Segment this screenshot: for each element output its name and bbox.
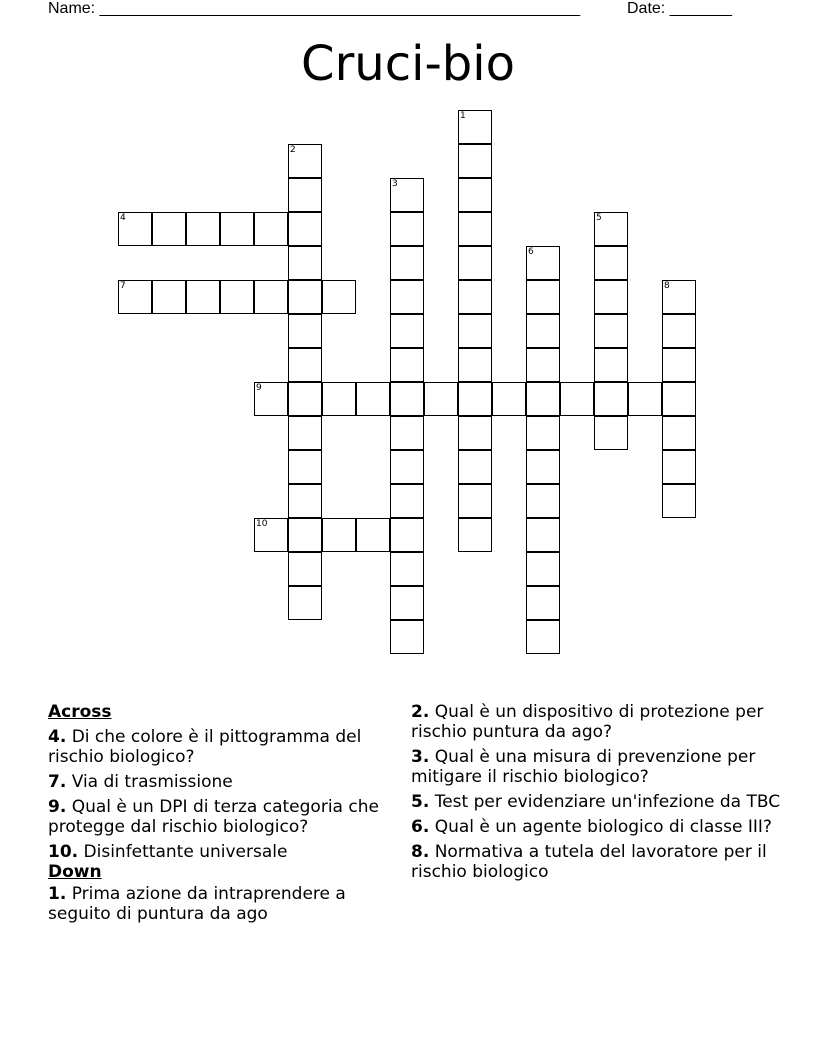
crossword-cell[interactable]: [288, 348, 322, 382]
crossword-cell[interactable]: [662, 280, 696, 314]
crossword-cell[interactable]: [390, 212, 424, 246]
crossword-cell[interactable]: [492, 382, 526, 416]
clues-column-left: [48, 702, 388, 924]
crossword-cell[interactable]: [526, 314, 560, 348]
crossword-cell[interactable]: [526, 620, 560, 654]
crossword-cell[interactable]: [254, 280, 288, 314]
crossword-cell[interactable]: [458, 382, 492, 416]
date-field-line: Date: _______: [627, 0, 732, 17]
crossword-cell[interactable]: [118, 280, 152, 314]
clue-across-9: 9. Qual è un DPI di terza categoria che protegge dal rischio biologico?: [48, 797, 379, 837]
page-title: Cruci-bio: [301, 36, 515, 92]
clue-number: 1: [460, 111, 466, 121]
crossword-cell[interactable]: [390, 484, 424, 518]
crossword-cell[interactable]: [526, 552, 560, 586]
crossword-cell[interactable]: [526, 246, 560, 280]
clue-down-3: 3. Qual è una misura di prevenzione per mitigare il rischio biologico?: [411, 747, 756, 787]
clue-number: 3: [392, 179, 398, 189]
crossword-cell[interactable]: [458, 518, 492, 552]
crossword-cell[interactable]: [288, 314, 322, 348]
crossword-cell[interactable]: [288, 552, 322, 586]
crossword-cell[interactable]: [424, 382, 458, 416]
crossword-cell[interactable]: [322, 280, 356, 314]
clue-down-5: 5. Test per evidenziare un'infezione da TBC: [411, 792, 781, 812]
crossword-cell[interactable]: [458, 484, 492, 518]
clue-number: 4: [120, 213, 126, 223]
crossword-cell[interactable]: [118, 212, 152, 246]
crossword-cell[interactable]: [594, 314, 628, 348]
crossword-cell[interactable]: [662, 484, 696, 518]
crossword-cell[interactable]: [526, 586, 560, 620]
crossword-cell[interactable]: [390, 314, 424, 348]
crossword-cell[interactable]: [594, 280, 628, 314]
crossword-cell[interactable]: [526, 450, 560, 484]
crossword-cell[interactable]: [526, 416, 560, 450]
crossword-cell[interactable]: [390, 178, 424, 212]
crossword-cell[interactable]: [288, 178, 322, 212]
crossword-cell[interactable]: [356, 382, 390, 416]
crossword-cell[interactable]: [458, 280, 492, 314]
crossword-cell[interactable]: [356, 518, 390, 552]
clue-down-1: 1. Prima azione da intraprendere a seguito di puntura da ago: [48, 884, 346, 924]
crossword-cell[interactable]: [288, 280, 322, 314]
across-heading: Across: [48, 702, 112, 722]
crossword-cell[interactable]: [390, 382, 424, 416]
crossword-cell[interactable]: [390, 348, 424, 382]
clue-number: 9: [256, 383, 262, 393]
crossword-cell[interactable]: [390, 450, 424, 484]
clue-across-10: 10. Disinfettante universale: [48, 842, 288, 862]
crossword-cell[interactable]: [390, 620, 424, 654]
crossword-cell[interactable]: [220, 280, 254, 314]
crossword-cell[interactable]: [288, 416, 322, 450]
clue-down-6: 6. Qual è un agente biologico di classe III?: [411, 817, 772, 837]
crossword-cell[interactable]: [458, 246, 492, 280]
crossword-cell[interactable]: [390, 586, 424, 620]
crossword-cell[interactable]: [458, 450, 492, 484]
crossword-cell[interactable]: [288, 212, 322, 246]
crossword-cell[interactable]: [458, 348, 492, 382]
clue-number: 10: [256, 519, 268, 529]
crossword-cell[interactable]: [662, 348, 696, 382]
clue-number: 7: [120, 281, 126, 291]
crossword-cell[interactable]: [458, 144, 492, 178]
crossword-cell[interactable]: [526, 280, 560, 314]
crossword-cell[interactable]: [390, 552, 424, 586]
crossword-cell[interactable]: [526, 382, 560, 416]
crossword-cell[interactable]: [186, 212, 220, 246]
crossword-cell[interactable]: [152, 280, 186, 314]
crossword-cell[interactable]: [526, 484, 560, 518]
crossword-cell[interactable]: [390, 416, 424, 450]
clue-number: 2: [290, 145, 296, 155]
crossword-cell[interactable]: [526, 348, 560, 382]
crossword-cell[interactable]: [220, 212, 254, 246]
crossword-cell[interactable]: [254, 518, 288, 552]
crossword-cell[interactable]: [526, 518, 560, 552]
crossword-cell[interactable]: [594, 416, 628, 450]
crossword-cell[interactable]: [288, 518, 322, 552]
crossword-cell[interactable]: [390, 280, 424, 314]
crossword-cell[interactable]: [288, 450, 322, 484]
crossword-cell[interactable]: [390, 246, 424, 280]
crossword-cell[interactable]: [594, 212, 628, 246]
crossword-cell[interactable]: [662, 314, 696, 348]
clue-number: 6: [528, 247, 534, 257]
crossword-cell[interactable]: [254, 382, 288, 416]
crossword-cell[interactable]: [390, 518, 424, 552]
crossword-cell[interactable]: [186, 280, 220, 314]
clue-number: 5: [596, 213, 602, 223]
crossword-cell[interactable]: [662, 450, 696, 484]
clue-across-7: 7. Via di trasmissione: [48, 772, 233, 792]
crossword-cell[interactable]: [662, 416, 696, 450]
clue-down-8: 8. Normativa a tutela del lavoratore per il rischio biologico: [411, 842, 767, 882]
crossword-cell[interactable]: [288, 144, 322, 178]
crossword-cell[interactable]: [458, 212, 492, 246]
crossword-cell[interactable]: [288, 246, 322, 280]
down-heading: Down: [48, 862, 102, 882]
crossword-cell[interactable]: [152, 212, 186, 246]
crossword-cell[interactable]: [288, 586, 322, 620]
crossword-cell[interactable]: [254, 212, 288, 246]
crossword-cell[interactable]: [322, 518, 356, 552]
crossword-cell[interactable]: [322, 382, 356, 416]
crossword-cell[interactable]: [594, 246, 628, 280]
crossword-cell[interactable]: [458, 314, 492, 348]
crossword-cell[interactable]: [662, 382, 696, 416]
name-field-line: Name: ______________________________________________________: [48, 0, 581, 17]
crossword-cell[interactable]: [594, 382, 628, 416]
crossword-cell[interactable]: [594, 348, 628, 382]
clue-across-4: 4. Di che colore è il pittogramma del rischio biologico?: [48, 727, 362, 767]
clue-number: 8: [664, 281, 670, 291]
crossword-cell[interactable]: [458, 416, 492, 450]
crossword-cell[interactable]: [458, 178, 492, 212]
crossword-cell[interactable]: [560, 382, 594, 416]
crossword-cell[interactable]: [458, 110, 492, 144]
crossword-cell[interactable]: [288, 382, 322, 416]
crossword-cell[interactable]: [288, 484, 322, 518]
clue-down-2: 2. Qual è un dispositivo di protezione per rischio puntura da ago?: [411, 702, 764, 742]
crossword-cell[interactable]: [628, 382, 662, 416]
clues-column-right: [411, 702, 781, 882]
